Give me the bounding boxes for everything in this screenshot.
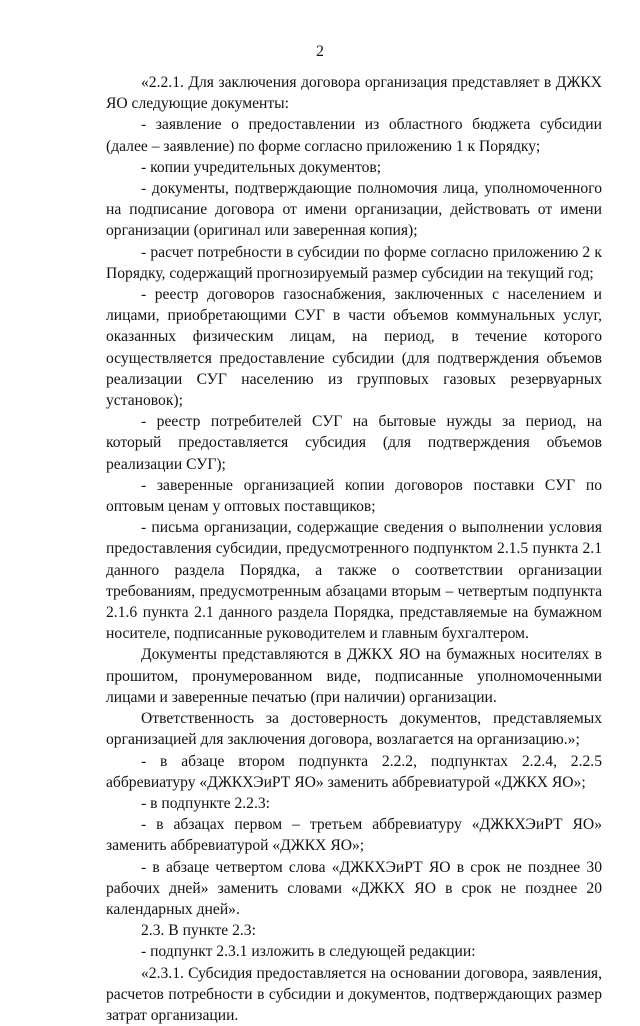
paragraph-clause-2-2-1: «2.2.1. Для заключения договора организация представляет в ДЖКХ ЯО следующие документы: bbox=[106, 74, 602, 113]
paragraph-amend-first-third: - в абзацах первом – третьем аббревиатуру «ДЖКХЭиРТ ЯО» заменить аббревиатурой «ДЖКХ ЯО»; bbox=[106, 816, 602, 855]
paragraph-amend-fourth: - в абзаце четвертом слова «ДЖКХЭиРТ ЯО в срок не позднее 30 рабочих дней» заменить словами «ДЖКХ ЯО в срок не позднее 20 календарных дней». bbox=[106, 858, 602, 918]
paragraph-supply-contracts: - заверенные организацией копии договоров поставки СУГ по оптовым ценам у оптовых поставщиков; bbox=[106, 476, 602, 516]
paragraph-founding-docs: - копии учредительных документов; bbox=[141, 158, 382, 176]
paragraph-subclause-2-2-3: - в подпункте 2.2.3: bbox=[141, 794, 270, 812]
paragraph-clause-2-3-1: «2.3.1. Субсидия предоставляется на основании договора, заявления, расчетов потребности в субсидии и документов, подтверждающих размер затрат организации. bbox=[106, 964, 602, 1024]
paragraph-organization-letters: - письма организации, содержащие сведения о выполнении условия предоставления субсидии, предусмотренного подпунктом 2.1.5 пункта 2.1 данного раздела Порядка, а также о соответствии организации требованиям, предусмотренным абзацами вторым – четвертым подпункта 2.1.6 пункта 2.1 данного раздела Порядка, представляемые на бумажном носителе, подписанные руководителем и главным бухгалтером. bbox=[106, 519, 602, 643]
paragraph-application: - заявление о предоставлении из областного бюджета субсидии (далее – заявление) по форме согласно приложению 1 к Порядку; bbox=[106, 116, 602, 155]
paragraph-authority-docs: - документы, подтверждающие полномочия лица, уполномоченного на подписание договора от имени организации, действовать от имени организации (оригинал или заверенная копия); bbox=[106, 180, 602, 240]
paragraph-consumers-registry: - реестр потребителей СУГ на бытовые нужды за период, на который предоставляется субсидия (для подтверждения объемов реализации СУГ); bbox=[106, 413, 602, 473]
paragraph-responsibility: Ответственность за достоверность документов, представляемых организацией для заключения договора, возлагается на организацию.»; bbox=[106, 710, 602, 749]
paragraph-gas-contracts-registry: - реестр договоров газоснабжения, заключенных с населением и лицами, приобретающими СУГ в части объемов коммунальных услуг, оказанных физическим лицам, на период, в течение которого осуществляется предоставление субсидии (для подтверждения объемов реализации СУГ населению из групповых газовых резервуарных установок); bbox=[106, 286, 602, 410]
paragraph-subclause-2-3-1-intro: - подпункт 2.3.1 изложить в следующей редакции: bbox=[141, 943, 476, 961]
paragraph-amend-2-2-2: - в абзаце втором подпункта 2.2.2, подпунктах 2.2.4, 2.2.5 аббревиатуру «ДЖКХЭиРТ ЯО» заменить аббревиатурой «ДЖКХ ЯО»; bbox=[106, 752, 602, 791]
paragraph-subsidy-calculation: - расчет потребности в субсидии по форме согласно приложению 2 к Порядку, содержащий прогнозируемый размер субсидии на текущий год; bbox=[106, 243, 602, 282]
document-body bbox=[106, 72, 602, 1026]
paragraph-document-submission: Документы представляются в ДЖКХ ЯО на бумажных носителях в прошитом, пронумерованном виде, подписанные уполномоченными лицами и заверенные печатью (при наличии) организации. bbox=[106, 646, 602, 706]
paragraph-clause-2-3: 2.3. В пункте 2.3: bbox=[141, 922, 256, 940]
page-number: 2 bbox=[316, 43, 324, 60]
